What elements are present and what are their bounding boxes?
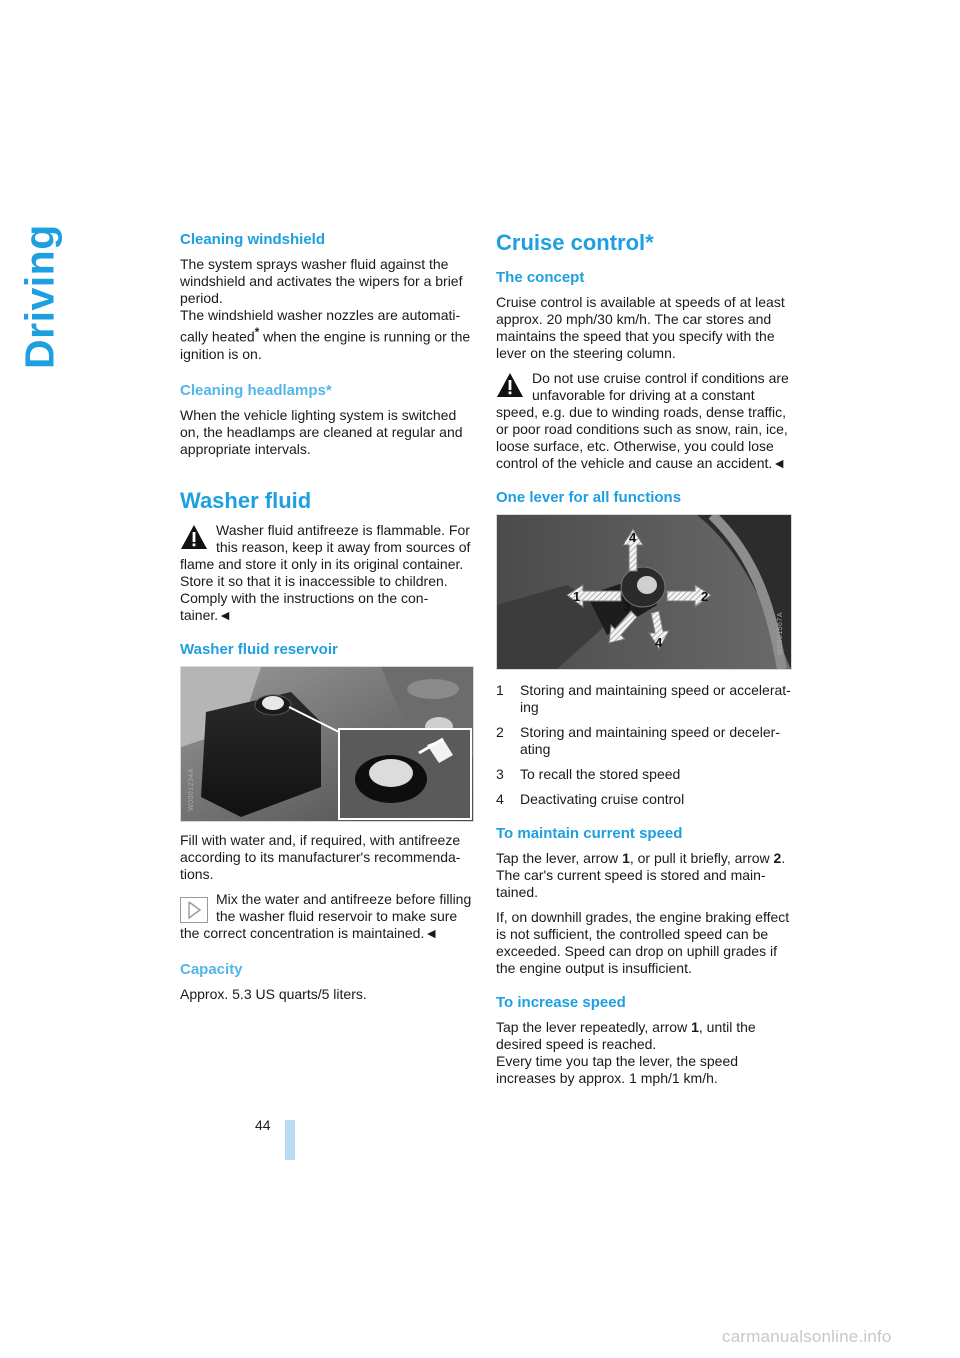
heading-increase-speed: To increase speed [496,994,626,1011]
heading-cleaning-headlamps: Cleaning headlamps* [180,381,332,399]
page-bar [285,1120,295,1160]
footer-watermark[interactable]: carmanualsonline.info [722,1327,892,1346]
right-column [496,230,792,1095]
list-number: 1 [496,682,504,698]
lever-label-4-top: 4 [629,530,637,545]
list-number: 3 [496,766,504,782]
list-text: Storing and maintaining speed or deceler-ating [520,724,780,757]
note-text: Mix the water and antifreeze before filling the washer fluid reservoir to make sure the correct concentration is maintained.◄ [180,890,472,941]
info-note [180,891,472,942]
warning-text: Washer fluid antifreeze is flammable. For this reason, keep it away from sources of flame and store it only in its original container. Store it so that it is inaccessible to children. Comply with the instructions on the con-tainer.◄ [180,521,471,623]
lever-label-3: 3 [623,599,631,614]
list-text: To recall the stored speed [520,766,681,782]
list-item [496,724,792,758]
warning-triangle-icon [180,524,208,550]
paragraph: Every time you tap the lever, the speed increases by approx. 1 mph/1 km/h. [496,1053,739,1086]
figure-code: W0001234A [188,767,195,811]
paragraph: Tap the lever repeatedly, arrow 1, until the desired speed is reached. [496,1019,756,1052]
washer-reservoir-image [180,666,474,822]
warning-text: Do not use cruise control if conditions are unfavorable for driving at a constant speed, e.g. due to winding roads, dense traffic, or poor road conditions such as snow, rain, ice, loose surface, etc. Otherwise, you could lose control of the vehicle and cause an accident.◄ [496,370,789,471]
paragraph: Fill with water and, if required, with antifreeze according to its manufacturer's recommenda-tions. [180,831,461,882]
page-number: 44 [255,1117,271,1133]
left-column [180,230,472,1011]
list-number: 4 [496,791,504,807]
paragraph: Approx. 5.3 US quarts/5 liters. [180,985,367,1002]
heading-cleaning-windshield: Cleaning windshield [180,231,326,248]
heading-washer-fluid: Washer fluid [180,487,312,513]
heading-washer-fluid-reservoir: Washer fluid reservoir [180,640,338,658]
paragraph: The windshield washer nozzles are automati-cally heated* when the engine is running or the ignition is on. [180,307,471,362]
paragraph: Cruise control is available at speeds of at least approx. 20 mph/30 km/h. The car stores and maintains the speed that you specify with the lever on the steering column. [496,294,785,361]
list-item [496,682,792,716]
paragraph: When the vehicle lighting system is switched on, the headlamps are cleaned at regular and appropriate intervals. [180,406,463,457]
paragraph: If, on downhill grades, the engine braking effect is not sufficient, the controlled speed can be exceeded. Speed can drop on uphill grades if the engine output is insufficient. [496,909,790,976]
warning-note [180,522,472,624]
heading-maintain-speed: To maintain current speed [496,825,683,842]
heading-the-concept: The concept [496,269,585,286]
lever-label-2: 2 [701,589,709,604]
list-number: 2 [496,724,504,740]
heading-one-lever: One lever for all functions [496,489,682,506]
note-arrow-icon [180,897,208,923]
list-item [496,791,792,808]
figure-code: W0001567A [777,611,784,655]
section-title: Driving [16,224,63,370]
optional-equipment-star: * [254,326,260,339]
heading-cruise-control: Cruise control* [496,230,654,255]
list-item [496,766,792,783]
warning-triangle-icon [496,372,524,398]
paragraph: Tap the lever, arrow 1, or pull it briefly, arrow 2. The car's current speed is stored and main-tained. [496,850,786,900]
list-text: Storing and maintaining speed or accelerat-ing [520,682,791,715]
paragraph: The system sprays washer fluid against the windshield and activates the wipers for a brief period. [180,256,463,306]
list-text: Deactivating cruise control [520,791,685,807]
lever-label-4-bottom: 4 [655,635,663,650]
heading-capacity: Capacity [180,960,243,978]
lever-label-1: 1 [573,589,581,604]
warning-note [496,370,792,472]
cruise-lever-image [496,514,792,670]
